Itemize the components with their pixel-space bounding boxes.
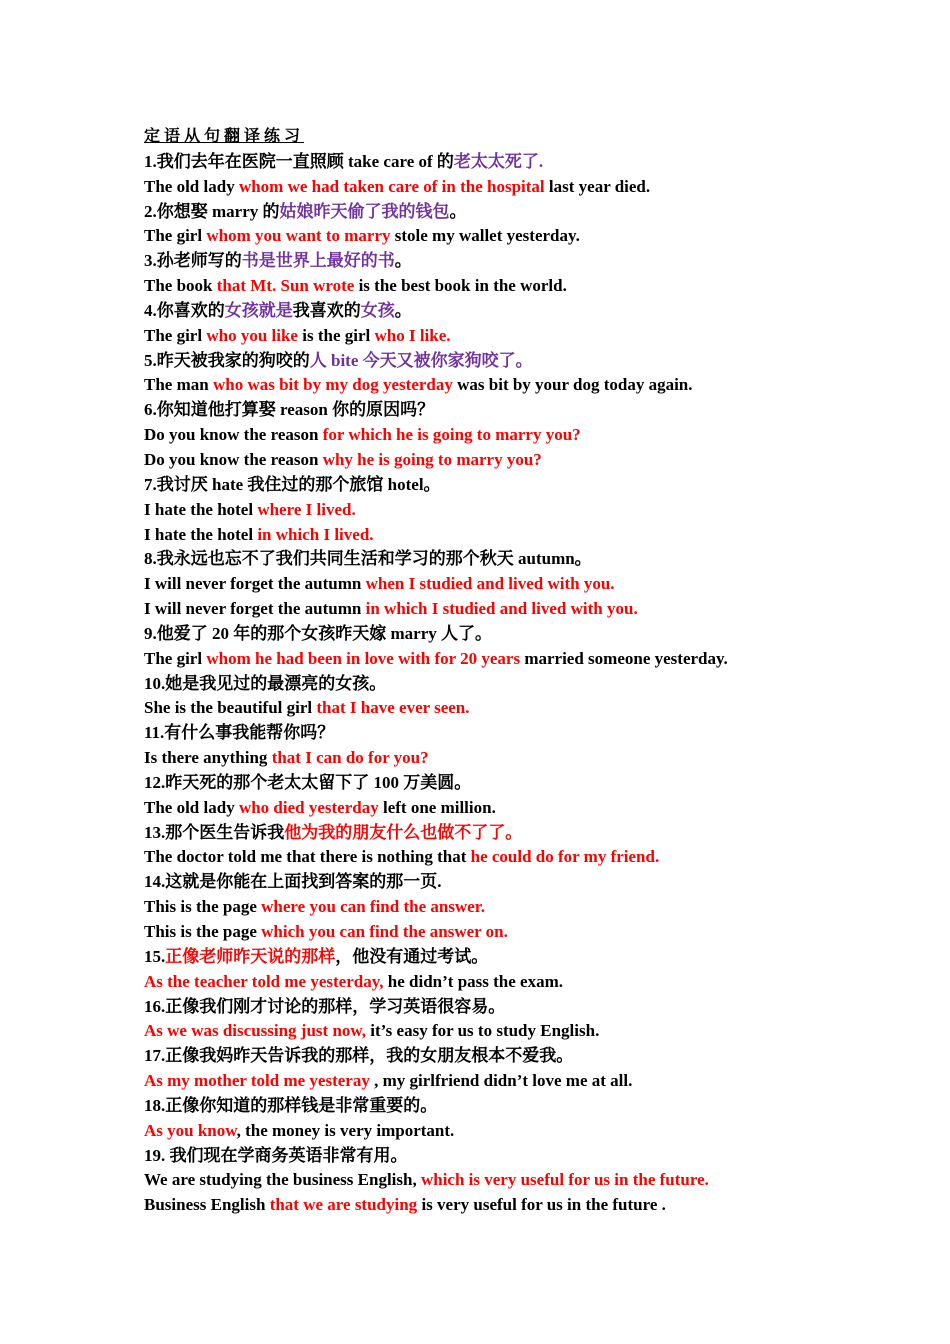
text-segment: The girl — [144, 325, 207, 345]
text-segment: stole my wallet yesterday. — [390, 226, 580, 246]
text-segment: left one million. — [378, 797, 496, 817]
exercise-line — [144, 175, 934, 200]
text-segment: I will never forget the autumn — [144, 574, 366, 594]
exercise-line — [144, 870, 934, 895]
text-segment: 我喜欢的 — [292, 300, 361, 320]
text-segment: Do you know the reason — [144, 425, 323, 445]
red-text-segment: who you like — [206, 325, 298, 345]
text-segment: The old lady — [144, 176, 239, 196]
exercise-line — [144, 324, 934, 349]
purple-text-segment: 书是世界上最好的书 — [241, 251, 395, 271]
red-text-segment: that Mt. Sun wrote — [216, 276, 355, 296]
red-text-segment: who was bit by my dog yesterday — [212, 375, 453, 395]
exercise-line — [144, 373, 934, 398]
text-segment: 10.她是我见过的最漂亮的女孩。 — [144, 673, 387, 693]
exercise-line — [144, 1019, 934, 1044]
exercise-line — [144, 249, 934, 274]
exercise-line — [144, 498, 934, 523]
exercise-line — [144, 920, 934, 945]
red-text-segment: why he is going to marry you? — [322, 449, 542, 469]
exercise-line — [144, 423, 934, 448]
red-text-segment: who died yesterday — [238, 797, 379, 817]
text-segment: 7.我讨厌 hate 我住过的那个旅馆 hotel。 — [144, 474, 441, 494]
red-text-segment: when I studied and lived with you. — [365, 574, 615, 594]
red-text-segment: where I lived. — [257, 499, 356, 519]
text-segment: This is the page — [144, 922, 262, 941]
exercise-line — [144, 696, 934, 721]
text-segment: 15. — [144, 946, 166, 966]
text-segment: The man — [144, 375, 213, 395]
exercise-line — [144, 1119, 934, 1144]
page-title: 定语从句翻译练习 — [144, 128, 305, 145]
purple-text-segment: 女孩就是 — [224, 300, 293, 320]
exercise-lines — [144, 150, 934, 1218]
exercise-line — [144, 150, 934, 175]
exercise-line — [144, 274, 934, 299]
text-segment: is very useful for us in the future . — [417, 1195, 666, 1215]
text-segment: The book — [144, 276, 217, 296]
text-segment: The doctor told me that there is nothing that — [144, 847, 471, 867]
red-text-segment: that I can do for you? — [271, 748, 429, 768]
red-text-segment: 正像老师昨天说的那样 — [165, 946, 336, 966]
red-text-segment: whom we had taken care of in the hospital — [238, 176, 545, 196]
text-segment: The old lady — [144, 797, 239, 817]
exercise-line — [144, 1044, 934, 1069]
red-text-segment: that I have ever seen. — [316, 698, 470, 718]
text-segment: 17.正像我妈昨天告诉我的那样，我的女朋友根本不爱我。 — [144, 1046, 574, 1066]
red-text-segment: whom he had been in love with for 20 years — [206, 648, 521, 668]
text-segment: 2.你想娶 marry 的 — [144, 201, 280, 221]
text-segment: Business English — [144, 1195, 270, 1215]
text-segment: last year died. — [544, 176, 651, 196]
text-segment: , my girlfriend didn’t love me at all. — [374, 1071, 633, 1091]
text-segment: is the girl — [297, 325, 375, 345]
text-segment: I hate the hotel — [144, 499, 258, 519]
text-segment: 18.正像你知道的那样钱是非常重要的。 — [144, 1095, 438, 1115]
text-segment: 4.你喜欢的 — [144, 300, 225, 320]
exercise-line — [144, 647, 934, 672]
text-segment: I hate the hotel — [144, 524, 258, 544]
exercise-line — [144, 1168, 934, 1193]
red-text-segment: As the teacher told me yesterday, — [144, 971, 384, 991]
exercise-line — [144, 796, 934, 821]
text-segment: 13.那个医生告诉我 — [144, 822, 285, 842]
red-text-segment: he could do for my friend. — [470, 847, 660, 867]
purple-text-segment: 老太太死了. — [453, 151, 544, 171]
text-segment: 。 — [449, 201, 467, 221]
exercise-line — [144, 597, 934, 622]
exercise-line — [144, 945, 934, 970]
exercise-line — [144, 721, 934, 746]
red-text-segment: which is very useful for us in the future. — [420, 1170, 709, 1190]
red-text-segment: in which I lived. — [257, 524, 374, 544]
exercise-line — [144, 845, 934, 870]
exercise-line — [144, 995, 934, 1020]
exercise-line — [144, 200, 934, 225]
red-text-segment: whom you want to marry — [206, 226, 391, 246]
exercise-line — [144, 970, 934, 995]
exercise-line — [144, 622, 934, 647]
text-segment: Do you know the reason — [144, 449, 323, 469]
text-segment: 。 — [394, 251, 412, 271]
text-segment: The girl — [144, 648, 207, 668]
red-text-segment: where you can find the answer. — [261, 897, 485, 917]
purple-text-segment: 人 bite 今天又被你家狗咬了。 — [309, 350, 533, 370]
red-text-segment: which you can find the answer on. — [261, 922, 508, 941]
text-segment: married someone yesterday. — [520, 648, 728, 668]
text-segment: 9.他爱了 20 年的那个女孩昨天嫁 marry 人了。 — [144, 623, 493, 643]
exercise-line — [144, 771, 934, 796]
text-segment: The girl — [144, 226, 207, 246]
red-text-segment: As we was discussing just now, — [144, 1021, 366, 1041]
exercise-line — [144, 895, 934, 920]
text-segment: 19. 我们现在学商务英语非常有用。 — [144, 1145, 408, 1165]
text-segment: 8.我永远也忘不了我们共同生活和学习的那个秋天 autumn。 — [144, 549, 592, 569]
exercise-line — [144, 523, 934, 548]
exercise-line — [144, 448, 934, 473]
text-segment: 11.有什么事我能帮你吗？ — [144, 723, 335, 743]
text-segment: 5.昨天被我家的狗咬的 — [144, 350, 310, 370]
text-segment: 。 — [394, 300, 412, 320]
text-segment: We are studying the business English, — [144, 1170, 421, 1190]
text-segment: Is there anything — [144, 748, 272, 768]
purple-text-segment: 女孩 — [360, 300, 395, 320]
red-text-segment: for which he is going to marry you? — [322, 425, 581, 445]
red-text-segment: As my mother told me yesteray — [144, 1071, 375, 1091]
exercise-content — [144, 125, 934, 1218]
exercise-line — [144, 1193, 934, 1218]
text-segment: This is the page — [144, 897, 262, 917]
exercise-line — [144, 672, 934, 697]
text-segment: 6.你知道他打算娶 reason 你的原因吗？ — [144, 400, 435, 420]
text-segment: I will never forget the autumn — [144, 599, 366, 619]
text-segment: 3.孙老师写的 — [144, 251, 242, 271]
exercise-line — [144, 1144, 934, 1169]
exercise-line — [144, 572, 934, 597]
exercise-line — [144, 1094, 934, 1119]
purple-text-segment: 姑娘昨天偷了我的钱包 — [279, 201, 450, 221]
text-segment: was bit by your dog today again. — [452, 375, 693, 395]
text-segment: 14.这就是你能在上面找到答案的那一页. — [144, 872, 442, 892]
text-segment: 1.我们去年在医院一直照顾 take care of 的 — [144, 151, 454, 171]
text-segment: , the money is very important. — [236, 1120, 455, 1140]
text-segment: it’s easy for us to study English. — [366, 1021, 600, 1041]
exercise-line — [144, 821, 934, 846]
text-segment: She is the beautiful girl — [144, 698, 317, 718]
exercise-line — [144, 224, 934, 249]
exercise-line — [144, 547, 934, 572]
text-segment: is the best book in the world. — [354, 276, 567, 296]
red-text-segment: in which I studied and lived with you. — [365, 599, 638, 619]
exercise-line — [144, 746, 934, 771]
red-text-segment: As you know — [144, 1120, 237, 1140]
exercise-line — [144, 473, 934, 498]
text-segment: 16.正像我们刚才讨论的那样，学习英语很容易。 — [144, 996, 506, 1016]
exercise-line — [144, 349, 934, 374]
text-segment: ，他没有通过考试。 — [335, 946, 489, 966]
exercise-line — [144, 1069, 934, 1094]
red-text-segment: 他为我的朋友什么也做不了了。 — [284, 822, 523, 842]
red-text-segment: that we are studying — [269, 1195, 418, 1215]
text-segment: he didn’t pass the exam. — [383, 971, 563, 991]
exercise-line — [144, 299, 934, 324]
text-segment: 12.昨天死的那个老太太留下了 100 万美圆。 — [144, 772, 472, 792]
exercise-line — [144, 398, 934, 423]
red-text-segment: who I like. — [374, 325, 451, 345]
